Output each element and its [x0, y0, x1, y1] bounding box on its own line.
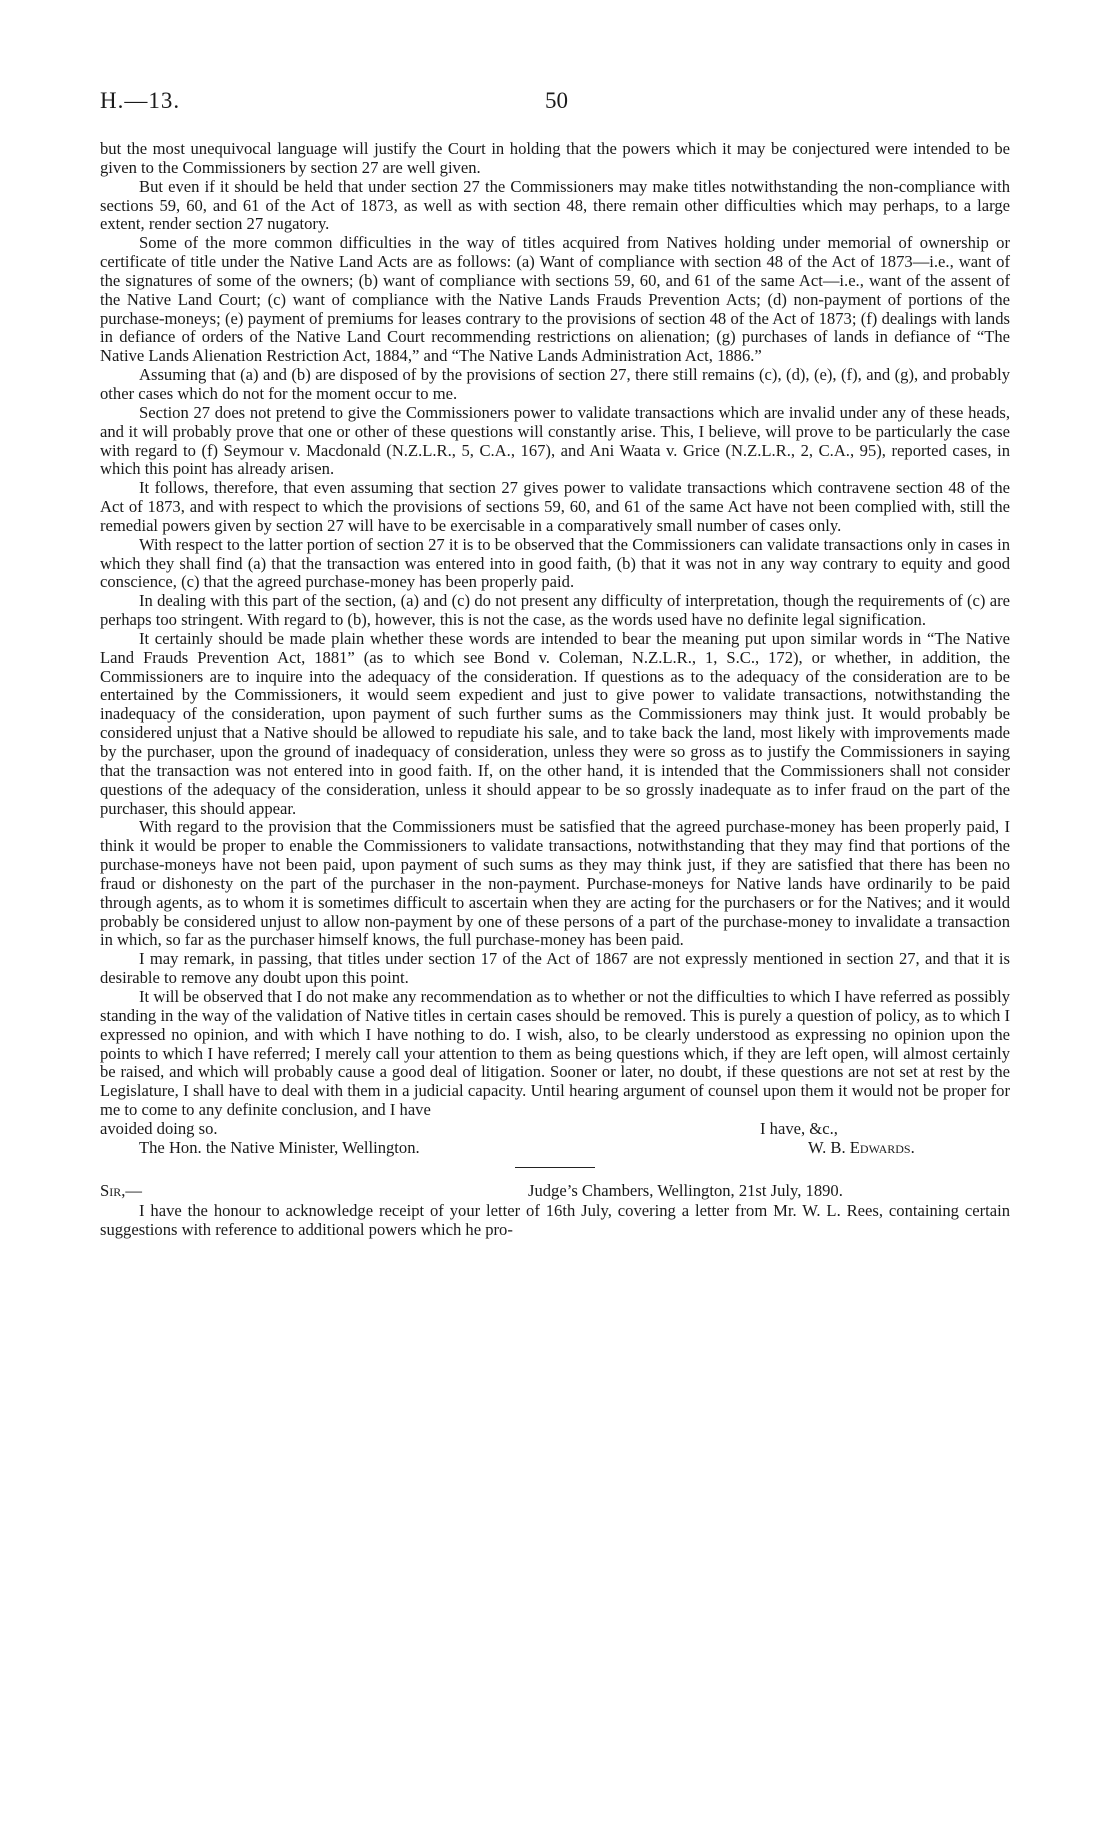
body-text [100, 140, 1010, 1239]
closing-line [100, 1120, 1010, 1139]
addressee: The Hon. the Native Minister, Wellington. [139, 1137, 420, 1157]
closing-phrase: I have, &c., [760, 1118, 838, 1138]
paragraph: It will be observed that I do not make any recommendation as to whether or not the difficulties to which I have referred as possibly standing in the way of the validation of Native titles in certain cases should be removed. This is purely a question of policy, as to which I expressed no opinion, and with which I have nothing to do. I wish, also, to be clearly understood as expressing no opinion upon the points to which I have referred; I merely call your attention to them as being questions which, if they are left open, will almost certainly be raised, and which will probably cause a good deal of litigation. Sooner or later, no doubt, if these questions are not set at rest by the Legislature, I shall have to deal with them in a judicial capacity. Until hearing argument of counsel upon them it would not be proper for me to come to any definite conclusion, and I have [100, 986, 1010, 1120]
page-number: 50 [545, 88, 568, 113]
paragraph: With regard to the provision that the Commissioners must be satisfied that the agreed purchase-money has been properly paid, I think it would be proper to enable the Commissioners to validate transactions, notwithstanding that they may find that portions of the purchase-moneys have not been paid, upon payment of such sums as they may think just, if they are satisfied that there has been no fraud or dishonesty on the part of the purchaser in the non-payment. Purchase-moneys for Native lands have ordinarily to be paid through agents, as to whom it is sometimes difficult to ascertain when they are acting for the purchasers or for the Natives; and it would probably be considered unjust to allow non-payment by one of these persons of a part of the purchase-money to invalidate a transaction in which, so far as the purchaser himself knows, the full purchase-money has been paid. [100, 817, 1010, 950]
place-date: Judge’s Chambers, Wellington, 21st July, 1890. [528, 1180, 843, 1200]
signature-row [100, 1139, 1010, 1158]
paragraph: It follows, therefore, that even assuming that section 27 gives power to validate transactions which contravene section 48 of the Act of 1873, and with respect to which the provisions of sections 59, 60, and 61 of the same Act have not been complied with, still the remedial powers given by section 27 will have to be exercisable in a comparatively small number of cases only. [100, 478, 1010, 535]
paragraph: I may remark, in passing, that titles under section 17 of the Act of 1867 are not expressly mentioned in section 27, and that it is desirable to remove any doubt upon this point. [100, 949, 1010, 988]
separator-rule [515, 1167, 595, 1168]
second-letter-heading [100, 1182, 1010, 1202]
paragraph: but the most unequivocal language will justify the Court in holding that the powers which it may be conjectured were intended to be given to the Commissioners by section 27 are well given. [100, 139, 1010, 177]
paragraph: Section 27 does not pretend to give the Commissioners power to validate transactions which are invalid under any of these heads, and it will probably prove that one or other of these questions will constantly arise. This, I believe, will prove to be particularly the case with regard to (f) Seymour v. Macdonald (N.Z.L.R., 5, C.A., 167), and Ani Waata v. Grice (N.Z.L.R., 2, C.A., 95), reported cases, in which this point has already arisen. [100, 402, 1010, 479]
paragraph: Assuming that (a) and (b) are disposed of by the provisions of section 27, there still remains (c), (d), (e), (f), and (g), and probably other cases which do not for the moment occur to me. [100, 365, 1010, 403]
second-letter-paragraph: I have the honour to acknowledge receipt of your letter of 16th July, covering a letter from Mr. W. L. Rees, containing certain suggestions with reference to additional powers which he pro- [100, 1200, 1010, 1239]
paragraph: In dealing with this part of the section, (a) and (c) do not present any difficulty of interpretation, though the requirements of (c) are perhaps too stringent. With regard to (b), however, this is not the case, as the words used have no definite legal signification. [100, 591, 1010, 630]
paragraph: But even if it should be held that under section 27 the Commissioners may make titles notwithstanding the non-compliance with sections 59, 60, and 61 of the Act of 1873, as well as with section 48, there remain other difficulties which may perhaps, to a large extent, render section 27 nugatory. [100, 176, 1010, 234]
paragraph: With respect to the latter portion of section 27 it is to be observed that the Commissioners can validate transactions only in cases in which they shall find (a) that the transaction was entered into in good faith, (b) that it was not in any way contrary to equity and good conscience, (c) that the agreed purchase-money has been properly paid. [100, 534, 1010, 592]
page-header [100, 88, 1010, 118]
signatory: W. B. Edwards. [808, 1137, 915, 1157]
document-reference: H.—13. [100, 88, 181, 113]
salutation: Sir,— [100, 1180, 142, 1200]
paragraph: It certainly should be made plain whether these words are intended to bear the meaning put upon similar words in “The Native Land Frauds Prevention Act, 1881” (as to which see Bond v. Coleman, N.Z.L.R., 1, S.C., 172), or whether, in addition, the Commissioners are to inquire into the adequacy of the consideration. If questions as to the adequacy of the consideration are to be entertained by the Commissioners, it would seem expedient and just to give power to validate transactions, notwithstanding the inadequacy of the consideration, upon payment of such further sums as the Commissioners may think just. It would probably be considered unjust that a Native should be allowed to repudiate his sale, and to take back the land, most likely with improvements made by the purchaser, upon the ground of inadequacy of consideration, unless they were so gross as to justify the Commissioners in saying that the transaction was not entered into in good faith. If, on the other hand, it is intended that the Commissioners shall not consider questions of the adequacy of the consideration, unless it should appear to be so grossly inadequate as to infer fraud on the part of the purchaser, this should appear. [100, 628, 1010, 818]
last-line-text: avoided doing so. [100, 1118, 218, 1138]
paragraph: Some of the more common difficulties in the way of titles acquired from Natives holding under memorial of ownership or certificate of title under the Native Land Acts are as follows: (a) Want of compliance with section 48 of the Act of 1873—i.e., want of the signatures of some of the owners; (b) want of compliance with sections 59, 60, and 61 of the same Act—i.e., want of the assent of the Native Land Court; (c) want of compliance with the Native Lands Frauds Prevention Acts; (d) non-payment of portions of the purchase-moneys; (e) payment of premiums for leases contrary to the provisions of section 48 of the Act of 1873; (f) dealings with lands in defiance of orders of the Native Land Court recommending restrictions on alienation; (g) purchases of lands in defiance of “The Native Lands Alienation Restriction Act, 1884,” and “The Native Lands Administration Act, 1886.” [100, 233, 1010, 366]
